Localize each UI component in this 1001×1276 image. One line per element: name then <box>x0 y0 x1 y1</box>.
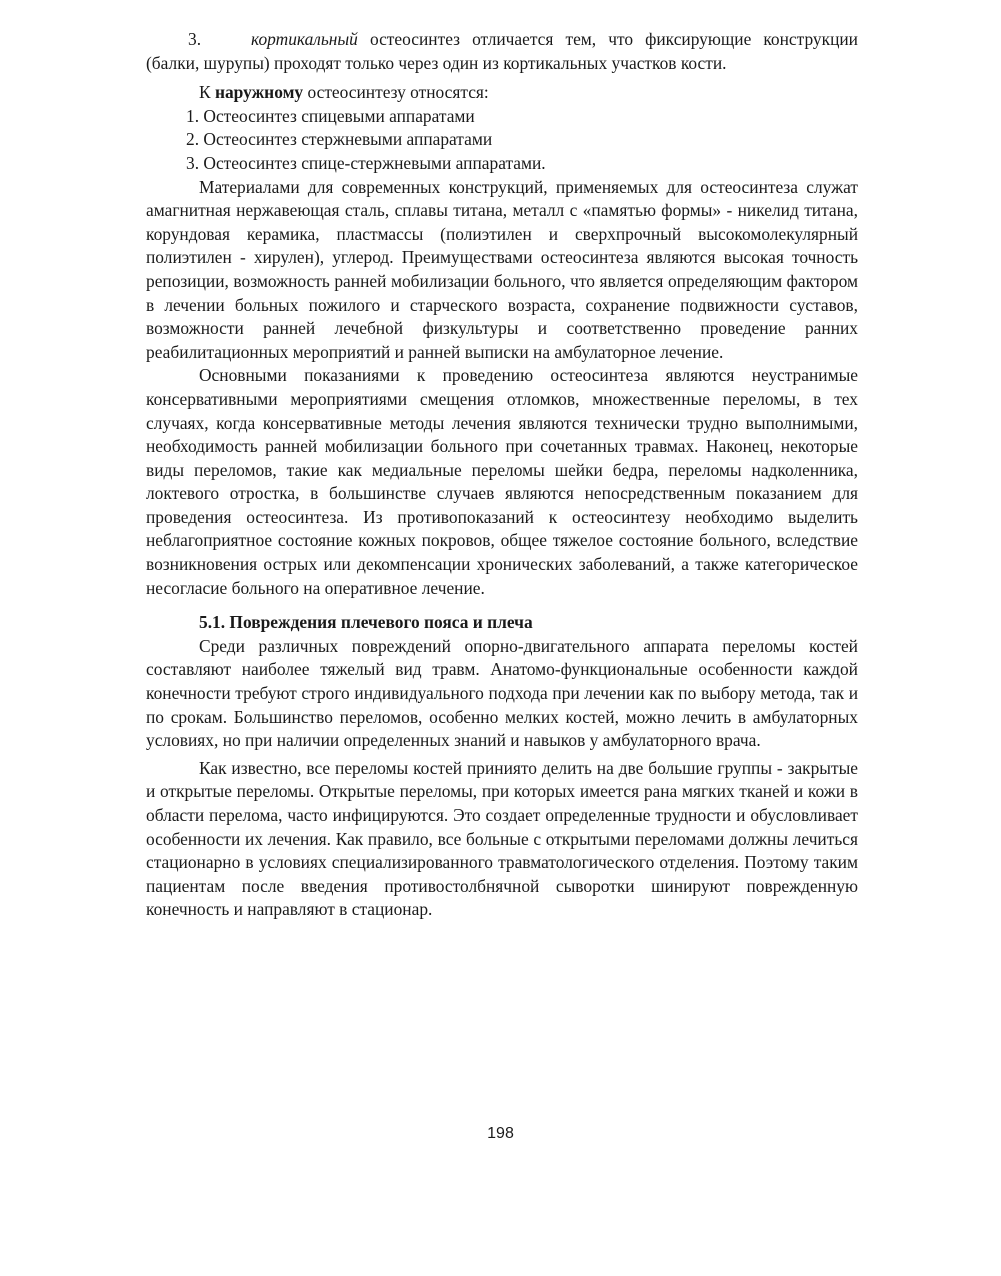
paragraph-materials: Материалами для современных конструкций, применяемых для остеосинтеза служат амагнитная нержавеющая сталь, сплавы титана, металл с «памятью формы» - никелид титана, корундовая керамика, пластмассы (полиэтилен и сверхпрочный высокомолекулярный полиэтилен - хирулен), углерод. Преимуществами остеосинтеза являются высокая точность репозиции, возможность ранней мобилизации больного, что является определяющим фактором в лечении больных пожилого и старческого возраста, сохранение подвижности суставов, возможности ранней лечебной физкультуры и соответственно проведение ранних реабилитационных мероприятий и ранней выписки на амбулаторное лечение. <box>146 176 858 362</box>
external-bold-term: наружному <box>214 82 304 103</box>
item-3-paragraph <box>146 28 858 75</box>
paragraph-indications: Основными показаниями к проведению остеосинтеза являются неустранимые консервативными мероприятиями смещения отломков, множественные переломы, в тех случаях, когда консервативные методы лечения являются технически трудно выполнимыми, необходимость ранней мобилизации больного при сочетанных травмах. Наконец, некоторые виды переломов, такие как медиальные переломы шейки бедра, переломы надколенника, локтевого отростка, в большинстве случаев являются непосредственным показанием для проведения остеосинтеза. Из противопоказаний к остеосинтезу необходимо выделить неблагоприятное состояние кожных покровов, общее тяжелое состояние больного, вследствие возникновения острых или декомпенсации хронических заболеваний, а также категорическое несогласие больного на оперативное лечение. <box>146 365 858 598</box>
list-item: 2. Остеосинтез стержневыми аппаратами <box>186 129 493 150</box>
page-number: 198 <box>487 1125 514 1142</box>
external-intro-before: К <box>199 82 215 103</box>
item-3-number: 3. <box>188 29 202 49</box>
section-heading: 5.1. Повреждения плечевого пояса и плеча <box>199 612 533 633</box>
list-item: 1. Остеосинтез спицевыми аппаратами <box>186 105 475 126</box>
section-paragraph: Среди различных повреждений опорно-двигательного аппарата переломы костей составляют наиболее тяжелый вид травм. Анатомо-функциональные особенности каждой конечности требуют строго индивидуального подхода при лечении как по выбору метода, так и по срокам. Большинство переломов, особенно мелких костей, можно лечить в амбулаторных условиях, но при наличии определенных знаний и навыков у амбулаторного врача. <box>146 635 858 751</box>
item-3-text: остеосинтез отличается тем, что фиксирующие конструкции (балки, шурупы) проходят только через один из кортикальных участков кости. <box>146 29 858 73</box>
section-paragraph: Как известно, все переломы костей приниято делить на две большие группы - закрытые и открытые переломы. Открытые переломы, при которых имеется рана мягких тканей и кожи в области перелома, часто инфицируются. Это создает определенные трудности и обусловливает особенности их лечения. Как правило, все больные с открытыми переломами должны лечиться стационарно в условиях специализированного травматологического отделения. Поэтому таким пациентам после введения противостолбнячной сыворотки шинируют поврежденную конечность и направляют в стационар. <box>146 757 858 920</box>
italic-term: кортикальный <box>251 29 358 49</box>
external-intro-after: остеосинтезу относятся: <box>303 82 489 103</box>
list-item: 3. Остеосинтез спице-стержневыми аппаратами. <box>186 152 546 173</box>
page-body <box>146 28 858 922</box>
section-gap <box>146 600 858 611</box>
external-intro <box>146 81 858 105</box>
